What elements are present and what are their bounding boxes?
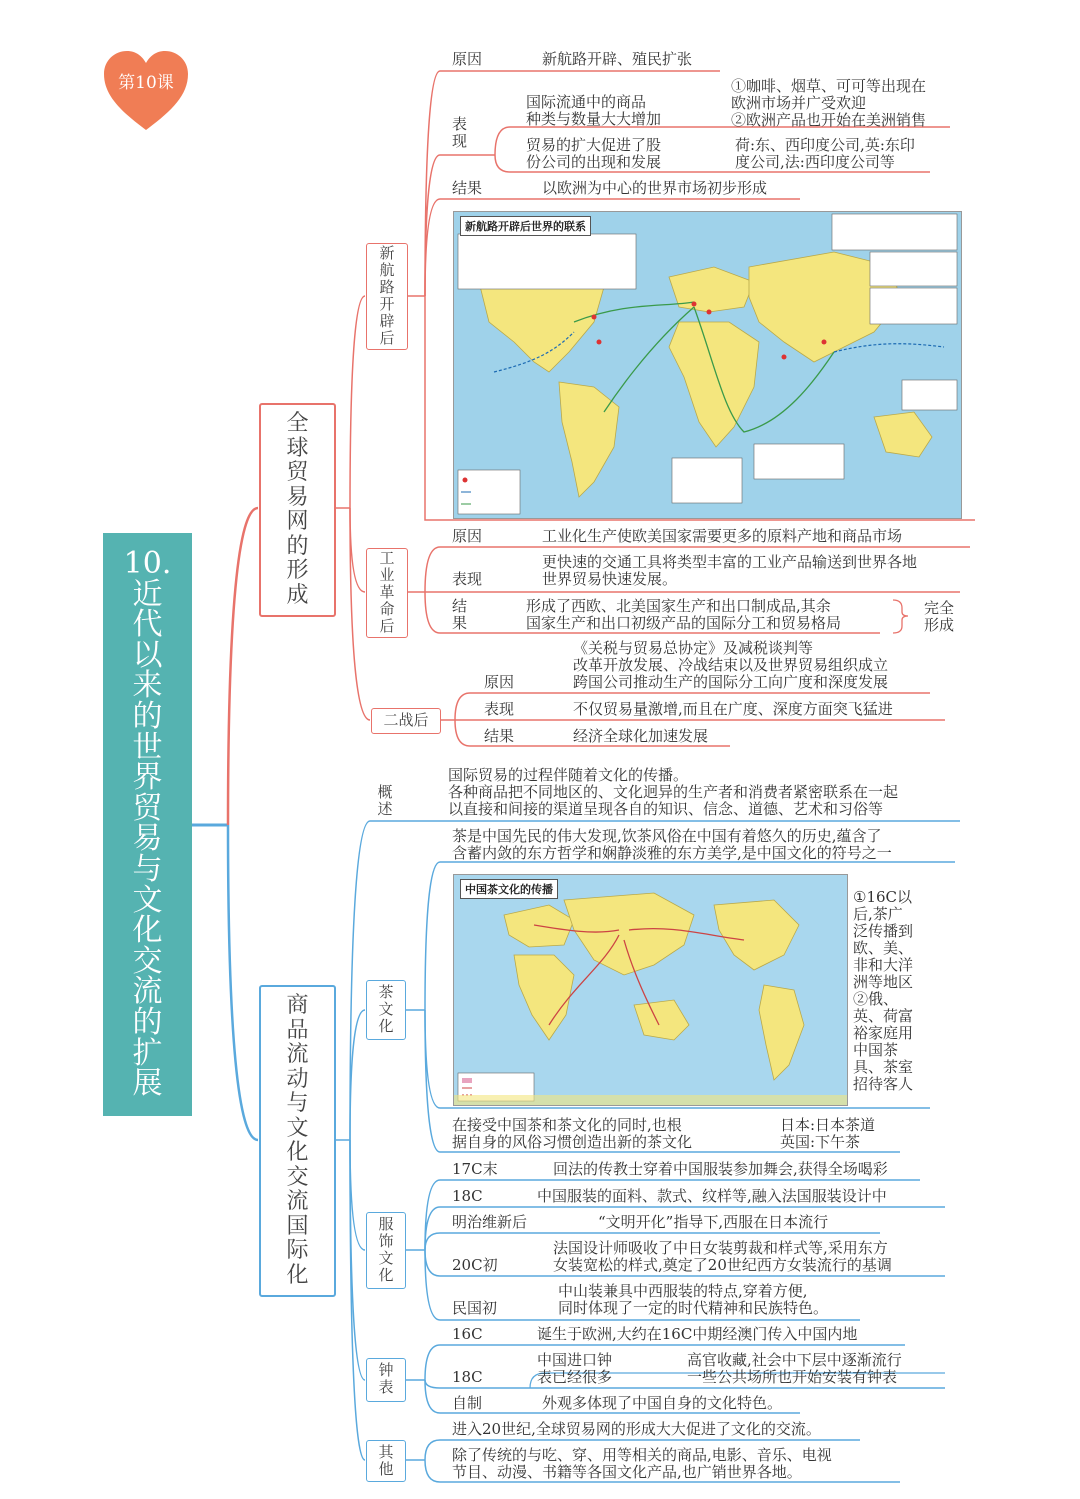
- s2-result-note: 完全 形成: [924, 599, 955, 634]
- s2-result-label: 结 果: [452, 597, 468, 632]
- s3-result: 经济全球化加速发展: [573, 727, 709, 745]
- clock-text-2b: 高官收藏,社会中下层中逐渐流行 一些公共场所也开始安装有钟表: [687, 1351, 902, 1386]
- tea-adapt: 在接受中国茶和茶文化的同时,也根 据自身的风俗习惯创造出新的茶文化: [452, 1116, 693, 1151]
- s3-perf-label: 表现: [484, 700, 515, 718]
- clock-text-1: 诞生于欧洲,大约在16C中期经澳门传入中国内地: [537, 1325, 858, 1343]
- sub-clothing: [366, 1212, 406, 1289]
- sub-clothing-label: 服 饰 文 化: [378, 1215, 394, 1284]
- sub-post-war-label: 二战后: [383, 711, 429, 729]
- s2-perf-label: 表现: [452, 570, 483, 588]
- clock-time-3: 自制: [452, 1394, 483, 1412]
- clothing-text-2: 中国服装的面料、款式、纹样等,融入法国服装设计中: [537, 1187, 887, 1205]
- other-text-2: 除了传统的与吃、穿、用等相关的商品,电影、音乐、电视 节目、动漫、书籍等各国文化产品,也广销世界各地。: [452, 1446, 832, 1481]
- clothing-text-3: “文明开化”指导下,西服在日本流行: [598, 1213, 829, 1231]
- s2-result: 形成了西欧、北美国家生产和出口制成品,其余 国家生产和出口初级产品的国际分工和贸易格局: [526, 597, 842, 632]
- s2-reason-label: 原因: [452, 527, 483, 545]
- sub-industrial-revolution: [366, 548, 408, 638]
- main-title-box: [103, 533, 192, 1116]
- sub-other: [366, 1440, 406, 1482]
- clothing-time-5: 民国初: [452, 1299, 498, 1317]
- s1-perf-label: 表 现: [452, 115, 468, 150]
- tea-adapt-examples: 日本:日本茶道 英国:下午茶: [780, 1116, 876, 1151]
- s1-perf2-a: 贸易的扩大促进了股 份公司的出现和发展: [526, 136, 662, 171]
- s1-result: 以欧洲为中心的世界市场初步形成: [542, 179, 768, 197]
- world-trade-map: [453, 211, 962, 519]
- sub-new-routes-label: 新 航 路 开 辟 后: [379, 244, 395, 347]
- s3-reason-label: 原因: [484, 673, 515, 691]
- s3-perf: 不仅贸易量激增,而且在广度、深度方面突飞猛进: [573, 700, 893, 718]
- clock-time-2: 18C: [452, 1368, 483, 1386]
- other-text-1: 进入20世纪,全球贸易网的形成大大促进了文化的交流。: [452, 1420, 821, 1438]
- world-trade-map-graphic: [454, 212, 961, 518]
- s1-result-label: 结果: [452, 179, 483, 197]
- clothing-text-4: 法国设计师吸收了中日女装剪裁和样式等,采用东方 女装宽松的样式,奠定了20世纪西方女装流行的基调: [553, 1239, 892, 1274]
- s1-perf2-b: 荷:东、西印度公司,英:东印 度公司,法:西印度公司等: [735, 136, 915, 171]
- sub-other-label: 其 他: [378, 1443, 394, 1478]
- s2-perf: 更快速的交通工具将类型丰富的工业产品输送到世界各地 世界贸易快速发展。: [542, 553, 918, 588]
- clothing-time-1: 17C末: [452, 1160, 498, 1178]
- tea-spread-map-title: 中国茶文化的传播: [460, 879, 558, 899]
- s3-result-label: 结果: [484, 727, 515, 745]
- overview-label: 概 述: [377, 783, 393, 818]
- s2-reason: 工业化生产使欧美国家需要更多的原料产地和商品市场: [542, 527, 903, 545]
- sub-industrial-label: 工 业 革 命 后: [379, 549, 395, 635]
- tea-intro: 茶是中国先民的伟大发现,饮茶风俗在中国有着悠久的历史,蕴含了 含蓄内敛的东方哲学和娴静淡雅的东方美学,是中国文化的符号之一: [452, 827, 892, 862]
- s1-perf1-a: 国际流通中的商品 种类与数量大大增加: [526, 93, 662, 128]
- sub-clocks-label: 钟 表: [378, 1361, 394, 1396]
- sub-clocks: [366, 1358, 406, 1402]
- main-title: 10. 近 代 以 来 的 世 界 贸 易 与 文 化 交 流 的 扩 展: [123, 546, 172, 1102]
- clock-text-3: 外观多体现了中国自身的文化特色。: [542, 1394, 783, 1412]
- s3-reason: 《关税与贸易总协定》及减税谈判等 改革开放发展、冷战结束以及世界贸易组织成立 跨国公司推动生产的国际分工向广度和深度发展: [573, 639, 889, 691]
- tea-spread-map: [453, 874, 848, 1106]
- branch-global-trade-title: 全 球 贸 易 网 的 形 成: [286, 411, 309, 608]
- clothing-time-4: 20C初: [452, 1256, 498, 1274]
- sub-post-war: [371, 708, 441, 734]
- tea-spread: ①16C以 后,茶广 泛传播到 欧、美、 非和大洋 洲等地区 ②俄、 英、荷富 裕家庭用 中国茶 具、茶室 招待客人: [853, 888, 914, 1093]
- branch-cultural-exchange-title: 商 品 流 动 与 文 化 交 流 国 际 化: [286, 993, 309, 1288]
- tea-spread-map-graphic: [454, 875, 847, 1105]
- branch-cultural-exchange: [259, 985, 336, 1297]
- sub-tea-label: 茶 文 化: [378, 983, 394, 1035]
- clock-text-2a: 中国进口钟 表已经很多: [537, 1351, 613, 1386]
- clock-time-1: 16C: [452, 1325, 483, 1343]
- s1-perf1-b: ①咖啡、烟草、可可等出现在 欧洲市场并广受欢迎 ②欧洲产品也开始在美洲销售: [731, 77, 927, 129]
- clothing-time-2: 18C: [452, 1187, 483, 1205]
- clothing-text-1: 回法的传教士穿着中国服装参加舞会,获得全场喝彩: [553, 1160, 888, 1178]
- clothing-time-3: 明治维新后: [452, 1213, 528, 1231]
- lesson-badge: 第10课: [118, 73, 174, 93]
- sub-tea-culture: [366, 980, 406, 1040]
- sub-new-routes: [366, 243, 408, 350]
- overview-text: 国际贸易的过程伴随着文化的传播。 各种商品把不同地区的、文化迥异的生产者和消费者紧密联系在一起 以直接和间接的渠道呈现各自的知识、信念、道德、艺术和习俗等: [448, 766, 899, 818]
- branch-global-trade: [259, 403, 336, 617]
- clothing-text-5: 中山装兼具中西服装的特点,穿着方便, 同时体现了一定的时代精神和民族特色。: [558, 1282, 829, 1317]
- world-trade-map-title: 新航路开辟后世界的联系: [460, 216, 591, 236]
- s1-reason: 新航路开辟、殖民扩张: [542, 50, 693, 68]
- s1-reason-label: 原因: [452, 50, 483, 68]
